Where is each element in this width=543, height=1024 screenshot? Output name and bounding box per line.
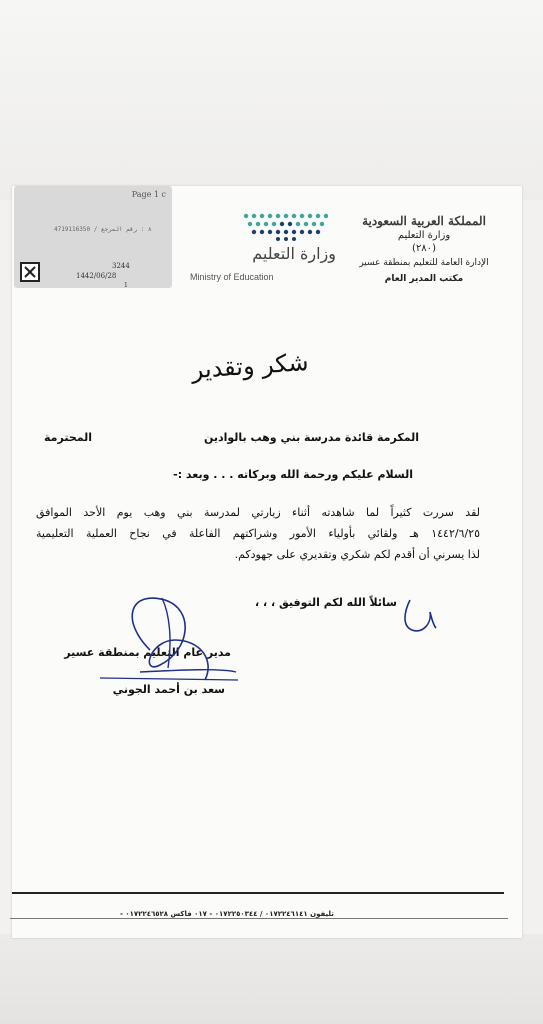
stamp-number: 3244 — [112, 262, 130, 270]
letter-title: شكر وتقدير — [190, 347, 310, 385]
ministry-logo-english: Ministry of Education — [190, 272, 274, 282]
greeting-line: السلام عليكم ورحمة الله وبركاته . . . وبعد :- — [173, 468, 413, 481]
ministry-logo-arabic: وزارة التعليم — [252, 244, 336, 263]
signer-name: سعد بن أحمد الجوني — [112, 683, 225, 696]
office-name: مكتب المدير العام — [384, 274, 464, 284]
recipient-line: المكرمة قائدة مدرسة بني وهب بالوادين — [203, 431, 419, 444]
administration-name: الإدارة العامة للتعليم بمنطقة عسير — [359, 258, 489, 268]
signer-title: مدير عام التعليم بمنطقة عسير — [64, 646, 231, 659]
kingdom-name: المملكة العربية السعودية — [362, 214, 486, 228]
body-line: ١٤٤٢/٦/٢٥ هـ ولقائي بأولياء الأمور وشراكتهم الفاعلة في نجاح العملية التعليمية — [36, 527, 480, 540]
stamp-count: 1 — [124, 282, 128, 289]
body-line: لذا يسرني أن أقدم لكم شكري وتقديري على جهودكم. — [234, 548, 480, 561]
ministry-name: وزارة التعليم — [397, 230, 451, 241]
body-line: لقد سررت كثيراً لما شاهدته أثناء زيارتي لمدرسة بني وهب يوم الأحد الموافق — [36, 506, 480, 519]
stamp-page-label: Page 1 c — [131, 190, 166, 199]
stamp-date: 1442/06/28 — [76, 272, 117, 280]
footer-contact: تليفون ٠١٧٢٢٤٦١٤١ / ٠١٧٢٢٥٠٣٤٤ - ٠١٧ فاكس ٠١٧٢٢٤٦٥٢٨ - — [120, 910, 334, 918]
office-number: (٢٨٠) — [412, 243, 436, 254]
footer-rule-thin — [10, 918, 508, 919]
closing-line: سائلاً الله لكم التوفيق ، ، ، — [254, 596, 397, 609]
footer-rule — [12, 892, 504, 894]
initials-mark — [405, 600, 436, 631]
respected-word: المحترمة — [44, 431, 93, 444]
stamp-reference: 4719116350 / ٨ : رقم المرجع — [54, 226, 152, 233]
